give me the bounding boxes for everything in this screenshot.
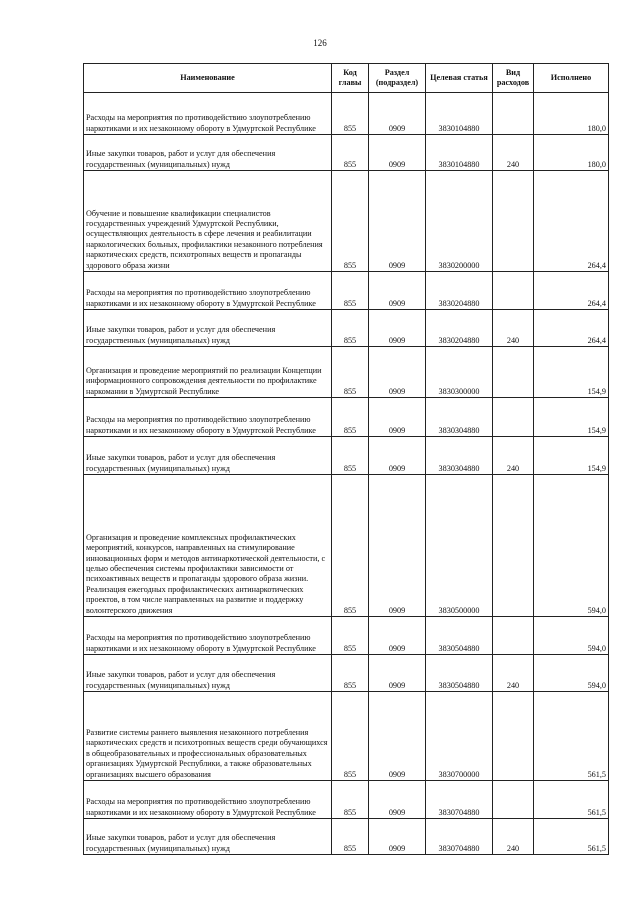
row-done: 594,0 [534,655,609,692]
row-code: 855 [332,135,369,171]
row-done: 594,0 [534,617,609,655]
row-type: 240 [493,655,534,692]
row-section: 0909 [369,617,426,655]
row-done: 561,5 [534,819,609,855]
row-type: 240 [493,819,534,855]
row-type [493,692,534,781]
row-code: 855 [332,819,369,855]
row-done: 264,4 [534,310,609,347]
table-row [84,135,609,171]
row-section: 0909 [369,475,426,617]
row-target: 3830504880 [426,617,493,655]
row-type [493,398,534,437]
row-done: 154,9 [534,347,609,398]
row-type: 240 [493,310,534,347]
row-section: 0909 [369,781,426,819]
table-row [84,692,609,781]
row-target: 3830304880 [426,398,493,437]
row-target: 3830700000 [426,692,493,781]
row-section: 0909 [369,347,426,398]
row-section: 0909 [369,135,426,171]
row-code: 855 [332,347,369,398]
header-done: Исполнено [534,64,609,93]
row-code: 855 [332,398,369,437]
table-row [84,272,609,310]
row-type [493,475,534,617]
row-section: 0909 [369,692,426,781]
row-target: 3830704880 [426,819,493,855]
row-name: Иные закупки товаров, работ и услуг для обеспечения государственных (муниципальных) нужд [84,437,332,475]
row-section: 0909 [369,171,426,272]
row-code: 855 [332,475,369,617]
row-done: 154,9 [534,398,609,437]
header-section: Раздел (подраздел) [369,64,426,93]
row-name: Иные закупки товаров, работ и услуг для обеспечения государственных (муниципальных) нужд [84,135,332,171]
row-target: 3830200000 [426,171,493,272]
row-name: Расходы на мероприятия по противодействию злоупотреблению наркотиками и их незаконному обороту в Удмуртской Республике [84,781,332,819]
row-done: 264,4 [534,272,609,310]
row-type [493,617,534,655]
row-section: 0909 [369,93,426,135]
table-row [84,398,609,437]
row-code: 855 [332,272,369,310]
row-target: 3830704880 [426,781,493,819]
row-name: Иные закупки товаров, работ и услуг для обеспечения государственных (муниципальных) нужд [84,310,332,347]
budget-table [83,63,609,855]
table-row [84,781,609,819]
table-header-row [84,64,609,93]
row-name: Расходы на мероприятия по противодействию злоупотреблению наркотиками и их незаконному обороту в Удмуртской Республике [84,617,332,655]
row-done: 154,9 [534,437,609,475]
row-type: 240 [493,135,534,171]
row-code: 855 [332,692,369,781]
row-name: Расходы на мероприятия по противодействию злоупотреблению наркотиками и их незаконному обороту в Удмуртской Республике [84,93,332,135]
row-code: 855 [332,781,369,819]
row-code: 855 [332,171,369,272]
row-name: Организация и проведение мероприятий по реализации Концепции информационного сопровождения деятельности по профилактике наркомании в Удмуртской Республике [84,347,332,398]
table-row [84,171,609,272]
table-row [84,310,609,347]
row-name: Обучение и повышение квалификации специалистов государственных учреждений Удмуртской Республики, осуществляющих деятельность в сфере лечения и реабилитации наркологических больных, профилактики незаконного потребления наркотических средств, психотропных веществ и пропаганды здорового образа жизни [84,171,332,272]
table-row [84,93,609,135]
row-done: 594,0 [534,475,609,617]
row-done: 264,4 [534,171,609,272]
table-row [84,437,609,475]
row-code: 855 [332,617,369,655]
row-target: 3830500000 [426,475,493,617]
row-type [493,272,534,310]
row-done: 180,0 [534,93,609,135]
row-target: 3830104880 [426,93,493,135]
table-row [84,475,609,617]
header-code: Код главы [332,64,369,93]
row-type: 240 [493,437,534,475]
row-code: 855 [332,655,369,692]
row-target: 3830204880 [426,272,493,310]
row-target: 3830504880 [426,655,493,692]
row-section: 0909 [369,819,426,855]
row-section: 0909 [369,655,426,692]
table-row [84,347,609,398]
row-code: 855 [332,310,369,347]
row-section: 0909 [369,272,426,310]
row-name: Организация и проведение комплексных профилактических мероприятий, конкурсов, направленных на стимулирование инновационных форм и методов антинаркотической деятельности, с целью обеспечения системы профилактики зависимости от психоактивных веществ и пропаганды здорового образа жизни. Реализация ежегодных профилактических антинаркотических проектов, в том числе направленных на развитие и поддержку волонтерского движения [84,475,332,617]
table-row [84,655,609,692]
table-row [84,819,609,855]
row-name: Развитие системы раннего выявления незаконного потребления наркотических средств и психотропных веществ среди обучающихся в общеобразовательных и профессиональных образовательных организациях Удмуртской Республики, а также образовательных организациях высшего образования [84,692,332,781]
table-row [84,617,609,655]
row-type [493,171,534,272]
row-type [493,93,534,135]
row-target: 3830104880 [426,135,493,171]
row-section: 0909 [369,398,426,437]
row-target: 3830300000 [426,347,493,398]
row-name: Иные закупки товаров, работ и услуг для обеспечения государственных (муниципальных) нужд [84,655,332,692]
row-done: 561,5 [534,781,609,819]
header-target: Целевая статья [426,64,493,93]
row-type [493,781,534,819]
page-number: 126 [313,38,327,48]
row-done: 180,0 [534,135,609,171]
row-name: Иные закупки товаров, работ и услуг для обеспечения государственных (муниципальных) нужд [84,819,332,855]
row-target: 3830304880 [426,437,493,475]
row-name: Расходы на мероприятия по противодействию злоупотреблению наркотиками и их незаконному обороту в Удмуртской Республике [84,272,332,310]
row-name: Расходы на мероприятия по противодействию злоупотреблению наркотиками и их незаконному обороту в Удмуртской Республике [84,398,332,437]
row-target: 3830204880 [426,310,493,347]
header-name: Наименование [84,64,332,93]
row-done: 561,5 [534,692,609,781]
row-code: 855 [332,93,369,135]
row-section: 0909 [369,437,426,475]
row-section: 0909 [369,310,426,347]
row-type [493,347,534,398]
row-code: 855 [332,437,369,475]
header-type: Вид расходов [493,64,534,93]
